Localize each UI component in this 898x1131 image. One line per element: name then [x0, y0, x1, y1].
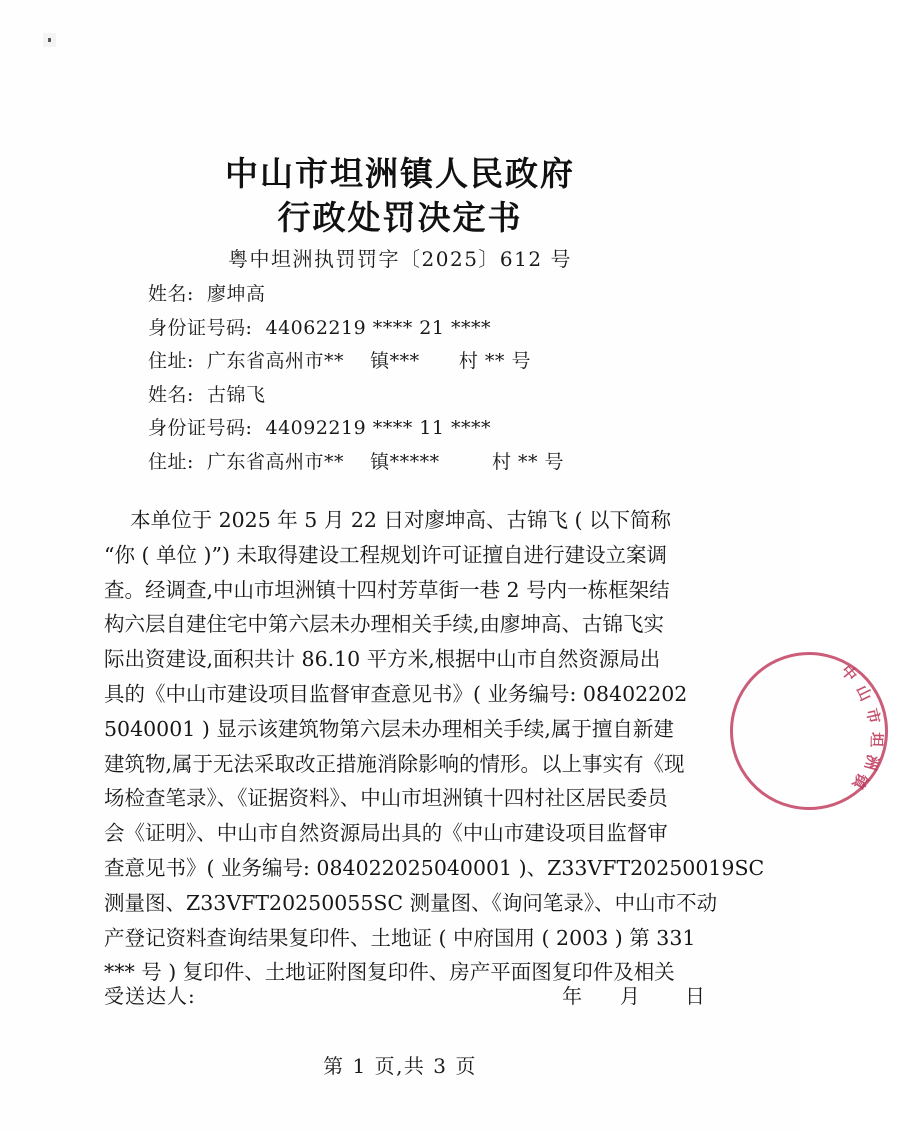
party-2-id-number: 身份证号码: 44092219 **** 11 ****: [148, 417, 491, 439]
delivery-footer-row: [104, 980, 708, 1009]
party-1-address: 住址: 广东省高州市** 镇*** 村 ** 号: [148, 350, 531, 372]
document-title-block: [0, 152, 800, 240]
document-number: 粤中坦洲执罚罚字〔2025〕612 号: [228, 247, 572, 271]
body-line: 查意见书》( 业务编号: 084022025040001 )、Z33VFT20250019SC: [104, 855, 765, 880]
body-line: “你 ( 单位 )”) 未取得建设工程规划许可证擅自进行建设立案调: [104, 542, 668, 567]
page-indicator: 第 1 页,共 3 页: [323, 1054, 477, 1078]
party-2-name: 姓名: 古锦飞: [148, 383, 266, 406]
body-line: 5040001 ) 显示该建筑物第六层未办理相关手续,属于擅自新建: [104, 716, 674, 741]
issuing-authority-title: 中山市坦洲镇人民政府: [225, 154, 575, 193]
seal-outer-ring: [720, 642, 898, 820]
body-line: 会《证明》、中山市自然资源局出具的《中山市建设项目监督审: [104, 821, 668, 846]
scan-artifact-speck: [48, 38, 51, 42]
body-line: 具的《中山市建设项目监督审查意见书》( 业务编号: 08402202: [104, 681, 688, 706]
official-red-seal: [730, 652, 886, 810]
party-1-name: 姓名: 廖坤高: [148, 283, 266, 305]
document-type-title: 行政处罚决定书: [277, 198, 523, 237]
date-placeholder: 年 月 日: [562, 984, 706, 1008]
body-line: 场检查笔录》、《证据资料》、中山市坦洲镇十四村社区居民委员: [104, 786, 668, 811]
recipient-label: 受送达人:: [104, 984, 196, 1008]
party-1-id-number: 身份证号码: 44062219 **** 21 ****: [148, 316, 491, 339]
body-line: 查。经调查,中山市坦洲镇十四村芳草街一巷 2 号内一栋框架结: [104, 577, 670, 602]
party-2-address: 住址: 广东省高州市** 镇***** 村 ** 号: [148, 450, 565, 473]
body-line: *** 号 ) 复印件、土地证附图复印件、房产平面图复印件及相关: [104, 960, 675, 985]
body-line: 建筑物,属于无法采取改正措施消除影响的情形。以上事实有《现: [104, 751, 685, 776]
party-information-block: [148, 278, 748, 479]
body-line: 构六层自建住宅中第六层未办理相关手续,由廖坤高、古锦飞实: [104, 612, 665, 637]
seal-text-ring: 中 山 市 坦 洲 镇: [837, 661, 886, 793]
document-body: [104, 503, 765, 990]
body-line: 测量图、Z33VFT20250055SC 测量图、《询问笔录》、中山市不动: [104, 890, 718, 915]
body-line: 际出资建设,面积共计 86.10 平方米,根据中山市自然资源局出: [104, 647, 661, 672]
body-line: 产登记资料查询结果复印件、土地证 ( 中府国用 ( 2003 ) 第 331: [104, 925, 696, 950]
body-line: 本单位于 2025 年 5 月 22 日对廖坤高、古锦飞 ( 以下简称: [104, 508, 671, 532]
